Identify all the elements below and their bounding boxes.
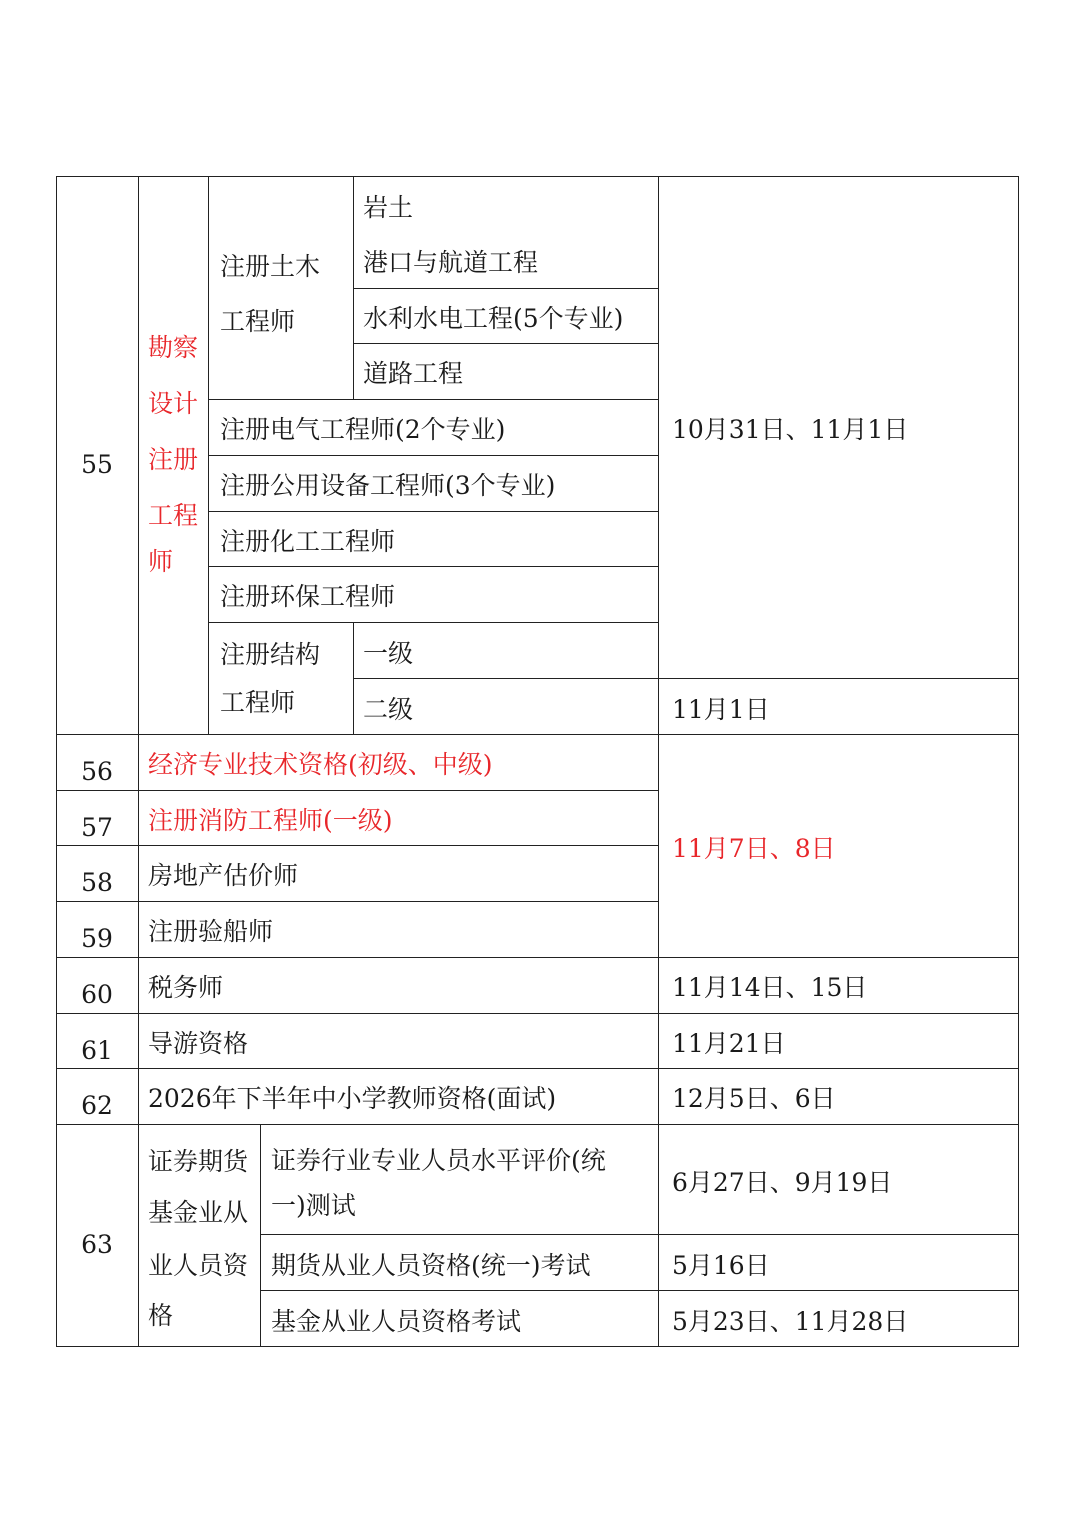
row-number: 58 xyxy=(81,868,113,897)
divider xyxy=(208,566,659,567)
category-label-line: 注册 xyxy=(148,445,199,474)
specialty-item: 岩土 xyxy=(363,193,414,222)
divider xyxy=(658,176,659,1347)
row-number: 60 xyxy=(81,980,113,1009)
exam-name: 经济专业技术资格(初级、中级) xyxy=(148,750,493,779)
divider xyxy=(208,622,659,623)
divider xyxy=(260,1234,1019,1235)
exam-name: 注册公用设备工程师(3个专业) xyxy=(220,471,556,500)
exam-date: 12月5日、6日 xyxy=(672,1084,836,1113)
row-number: 55 xyxy=(81,450,113,479)
exam-date: 11月7日、8日 xyxy=(672,834,836,863)
divider xyxy=(353,288,659,289)
category-label-line: 证券期货 xyxy=(148,1147,249,1176)
category-label-line: 勘察 xyxy=(148,333,199,362)
exam-name: 税务师 xyxy=(148,973,224,1002)
divider xyxy=(56,790,659,791)
table-border-top xyxy=(56,176,1019,177)
exam-name: 注册化工工程师 xyxy=(220,527,396,556)
exam-name: 期货从业人员资格(统一)考试 xyxy=(271,1251,591,1280)
divider xyxy=(353,678,1019,679)
divider xyxy=(138,176,139,1347)
category-label-line: 工程 xyxy=(148,501,199,530)
row-number: 59 xyxy=(81,924,113,953)
exam-date: 11月14日、15日 xyxy=(672,973,868,1002)
divider xyxy=(56,734,1019,735)
table-border-right xyxy=(1018,176,1019,1347)
divider xyxy=(56,957,1019,958)
exam-name: 注册环保工程师 xyxy=(220,582,396,611)
divider xyxy=(56,901,659,902)
table-border-bottom xyxy=(56,1346,1019,1347)
divider xyxy=(208,511,659,512)
structural-engineer-title: 工程师 xyxy=(220,688,296,717)
exam-name: 基金从业人员资格考试 xyxy=(271,1307,522,1336)
exam-name: 2026年下半年中小学教师资格(面试) xyxy=(148,1084,557,1113)
level-item: 二级 xyxy=(363,695,414,724)
exam-name: 房地产估价师 xyxy=(148,861,299,890)
divider xyxy=(56,1068,1019,1069)
row-number: 63 xyxy=(81,1230,113,1259)
category-label-line: 格 xyxy=(148,1301,174,1330)
row-number: 57 xyxy=(81,813,113,842)
category-label-line: 基金业从 xyxy=(148,1198,249,1227)
specialty-item: 港口与航道工程 xyxy=(363,248,539,277)
civil-engineer-title: 工程师 xyxy=(220,307,296,336)
structural-engineer-title: 注册结构 xyxy=(220,640,321,669)
divider xyxy=(260,1290,1019,1291)
divider xyxy=(260,1124,261,1347)
civil-engineer-title: 注册土木 xyxy=(220,252,321,281)
exam-name: 证券行业专业人员水平评价(统 xyxy=(271,1146,606,1175)
exam-date: 11月21日 xyxy=(672,1029,786,1058)
row-number: 56 xyxy=(81,757,113,786)
row-number: 61 xyxy=(81,1036,113,1065)
divider xyxy=(208,455,659,456)
exam-date: 5月16日 xyxy=(672,1251,770,1280)
category-label-line: 设计 xyxy=(148,389,199,418)
exam-date: 6月27日、9月19日 xyxy=(672,1168,893,1197)
row-number: 62 xyxy=(81,1091,113,1120)
exam-date: 5月23日、11月28日 xyxy=(672,1307,909,1336)
specialty-item: 水利水电工程(5个专业) xyxy=(363,304,624,333)
category-label-line: 师 xyxy=(148,547,174,576)
exam-name: 一)测试 xyxy=(271,1191,356,1220)
exam-name: 注册电气工程师(2个专业) xyxy=(220,415,506,444)
level-item: 一级 xyxy=(363,639,414,668)
divider xyxy=(56,1124,1019,1125)
divider xyxy=(56,1013,1019,1014)
exam-date: 10月31日、11月1日 xyxy=(672,415,909,444)
divider xyxy=(208,399,659,400)
category-label-line: 业人员资 xyxy=(148,1251,249,1280)
exam-date: 11月1日 xyxy=(672,695,770,724)
exam-name: 注册消防工程师(一级) xyxy=(148,806,393,835)
exam-name: 导游资格 xyxy=(148,1029,249,1058)
divider xyxy=(353,343,659,344)
specialty-item: 道路工程 xyxy=(363,359,464,388)
divider xyxy=(56,845,659,846)
exam-name: 注册验船师 xyxy=(148,917,274,946)
